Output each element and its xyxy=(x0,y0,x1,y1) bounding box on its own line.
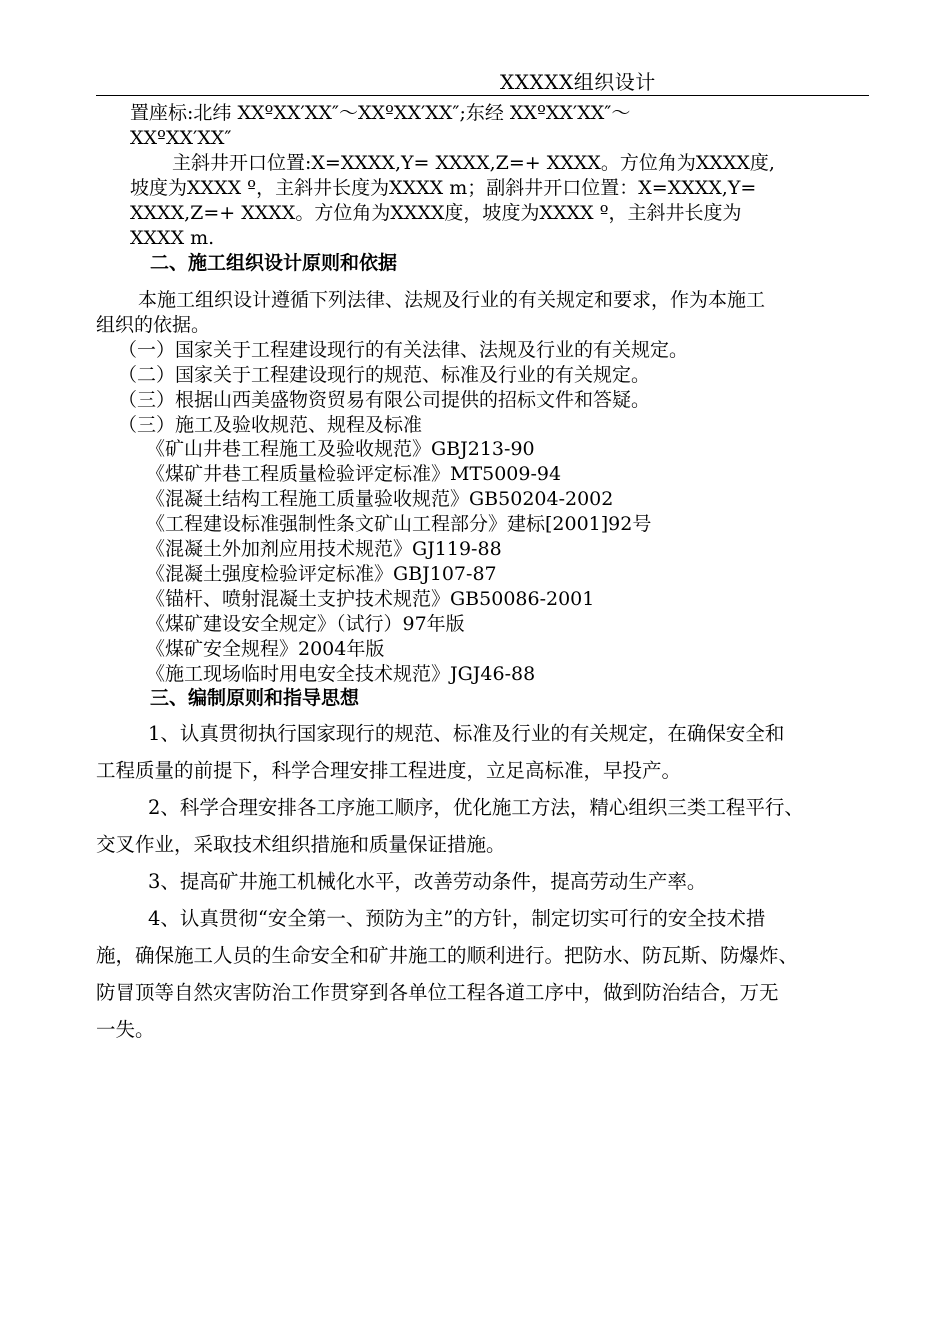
principle-2-line-2: 交叉作业，采取技术组织措施和质量保证措施。 xyxy=(96,833,506,856)
header-divider xyxy=(96,95,869,96)
principle-4-line-2: 施，确保施工人员的生命安全和矿井施工的顺利进行。把防水、防瓦斯、防爆炸、 xyxy=(96,944,799,967)
basis-item: （一）国家关于工程建设现行的有关法律、法规及行业的有关规定。 xyxy=(118,339,689,361)
basis-item: （二）国家关于工程建设现行的规范、标准及行业的有关规定。 xyxy=(118,364,651,386)
principle-1-line-1: 1、认真贯彻执行国家现行的规范、标准及行业的有关规定，在确保安全和 xyxy=(148,722,785,745)
section-2-intro-line-1: 本施工组织设计遵循下列法律、法规及行业的有关规定和要求，作为本施工 xyxy=(138,289,766,311)
shaft-position-line-4: XXXX m. xyxy=(130,227,215,249)
section-2-heading: 二、施工组织设计原则和依据 xyxy=(150,252,398,274)
standard-item: 《工程建设标准强制性条文矿山工程部分》建标[2001]92号 xyxy=(146,513,652,535)
principle-4-line-3: 防冒顶等自然灾害防治工作贯穿到各单位工程各道工序中，做到防治结合，万无 xyxy=(96,981,779,1004)
standard-item: 《锚杆、喷射混凝土支护技术规范》GB50086-2001 xyxy=(146,588,595,610)
standard-item: 《混凝土结构工程施工质量验收规范》GB50204-2002 xyxy=(146,488,614,510)
shaft-position-line-1: 主斜井开口位置:X=XXXX,Y= XXXX,Z=+ XXXX。方位角为XXXX度, xyxy=(172,152,775,174)
standard-item: 《混凝土强度检验评定标准》GBJ107-87 xyxy=(146,563,497,585)
standard-item: 《混凝土外加剂应用技术规范》GJ119-88 xyxy=(146,538,502,560)
principle-1-line-2: 工程质量的前提下，科学合理安排工程进度，立足高标准，早投产。 xyxy=(96,759,682,782)
principle-4-line-1: 4、认真贯彻“安全第一、预防为主”的方针，制定切实可行的安全技术措 xyxy=(148,907,766,930)
standard-item: 《煤矿安全规程》2004年版 xyxy=(146,638,385,660)
standard-item: 《煤矿建设安全规定》（试行）97年版 xyxy=(146,613,465,635)
coordinates-line-2: XXºXX′XX″ xyxy=(130,127,232,149)
standard-item: 《煤矿井巷工程质量检验评定标准》MT5009-94 xyxy=(146,463,562,485)
standard-item: 《矿山井巷工程施工及验收规范》GBJ213-90 xyxy=(146,438,535,460)
basis-item: （三）根据山西美盛物资贸易有限公司提供的招标文件和答疑。 xyxy=(118,389,651,411)
section-2-intro-line-2: 组织的依据。 xyxy=(96,314,211,336)
page-header-title: XXXXX组织设计 xyxy=(500,70,656,94)
principle-4-line-4: 一失。 xyxy=(96,1018,155,1041)
standard-item: 《施工现场临时用电安全技术规范》JGJ46-88 xyxy=(146,663,536,685)
shaft-position-line-3: XXXX,Z=+ XXXX。方位角为XXXX度，坡度为XXXX º，主斜井长度为 xyxy=(130,202,742,224)
principle-2-line-1: 2、科学合理安排各工序施工顺序，优化施工方法，精心组织三类工程平行、 xyxy=(148,796,804,819)
coordinates-line-1: 置座标:北纬 XXºXX′XX″～XXºXX′XX″;东经 XXºXX′XX″～ xyxy=(130,102,631,124)
principle-3-line-1: 3、提高矿井施工机械化水平，改善劳动条件，提高劳动生产率。 xyxy=(148,870,707,893)
basis-item: （三）施工及验收规范、规程及标准 xyxy=(118,414,423,436)
shaft-position-line-2: 坡度为XXXX º，主斜井长度为XXXX m；副斜井开口位置：X=XXXX,Y= xyxy=(130,177,757,199)
section-3-heading: 三、编制原则和指导思想 xyxy=(150,687,360,709)
